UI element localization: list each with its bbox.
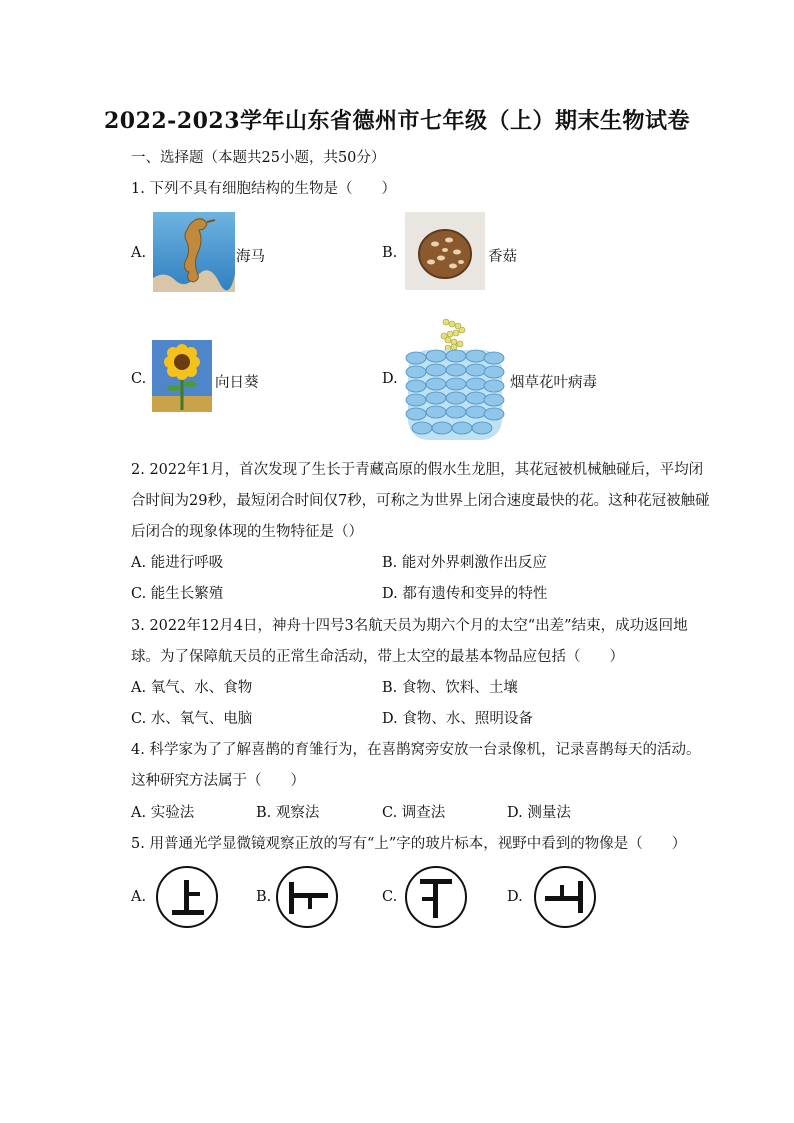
q1-option-b-label: 香菇 — [488, 249, 517, 265]
q4-option-d: D. 测量法 — [507, 805, 571, 821]
mushroom-image — [405, 212, 485, 290]
question-3-line-1: 3. 2022年12月4日，神舟十四号3名航天员为期六个月的太空“出差”结束，成功返回地 — [131, 618, 688, 634]
q4-option-a: A. 实验法 — [131, 805, 195, 821]
q3-option-c: C. 水、氧气、电脑 — [131, 711, 253, 727]
q4-option-c: C. 调查法 — [382, 805, 446, 821]
q2-option-a: A. 能进行呼吸 — [131, 555, 224, 571]
section-heading: 一、选择题（本题共25小题，共50分） — [131, 150, 386, 166]
question-4-line-1: 4. 科学家为了了解喜鹊的育雏行为，在喜鹊窝旁安放一台录像机，记录喜鹊每天的活动。 — [131, 742, 701, 758]
question-5-stem: 5. 用普通光学显微镜观察正放的写有“上”字的玻片标本，视野中看到的物像是（ ） — [131, 836, 687, 852]
q3-option-d: D. 食物、水、照明设备 — [382, 711, 533, 727]
shang-rotated-right-icon — [534, 866, 596, 928]
q2-option-d: D. 都有遗传和变异的特性 — [382, 586, 548, 602]
question-2-line-2: 合时间为29秒，最短闭合时间仅7秒，可称之为世界上闭合速度最快的花。这种花冠被触碰 — [131, 493, 710, 509]
q2-option-c: C. 能生长繁殖 — [131, 586, 224, 602]
question-1-stem: 1. 下列不具有细胞结构的生物是（ ） — [131, 181, 396, 197]
q5-option-b-letter: B. — [256, 889, 272, 905]
tobacco-mosaic-virus-image — [402, 314, 508, 442]
q1-option-a-label: 海马 — [236, 249, 265, 265]
q1-option-b-letter: B. — [382, 245, 398, 261]
question-2-line-3: 后闭合的现象体现的生物特征是（） — [131, 524, 363, 540]
exam-title: 2022-2023学年山东省德州市七年级（上）期末生物试卷 — [103, 108, 691, 134]
q3-option-b: B. 食物、饮料、土壤 — [382, 680, 518, 696]
q1-option-c-label: 向日葵 — [215, 375, 259, 391]
shang-inverted-icon — [405, 866, 467, 928]
q3-option-a: A. 氧气、水、食物 — [131, 680, 253, 696]
q5-option-c-letter: C. — [382, 889, 398, 905]
q2-option-b: B. 能对外界刺激作出反应 — [382, 555, 547, 571]
shang-upright-icon — [156, 866, 218, 928]
sunflower-image — [152, 340, 212, 412]
shang-rotated-left-icon — [276, 866, 338, 928]
question-3-line-2: 球。为了保障航天员的正常生命活动，带上太空的最基本物品应包括（ ） — [131, 649, 624, 665]
q5-option-a-letter: A. — [131, 889, 147, 905]
seahorse-image — [153, 212, 235, 292]
q1-option-d-label: 烟草花叶病毒 — [510, 375, 597, 391]
q1-option-a-letter: A. — [131, 245, 147, 261]
q5-option-d-letter: D. — [507, 889, 523, 905]
question-4-line-2: 这种研究方法属于（ ） — [131, 773, 305, 789]
q1-option-c-letter: C. — [131, 371, 147, 387]
question-2-line-1: 2. 2022年1月，首次发现了生长于青藏高原的假水生龙胆，其花冠被机械触碰后，平均闭 — [131, 462, 704, 478]
q4-option-b: B. 观察法 — [256, 805, 320, 821]
q1-option-d-letter: D. — [382, 371, 398, 387]
